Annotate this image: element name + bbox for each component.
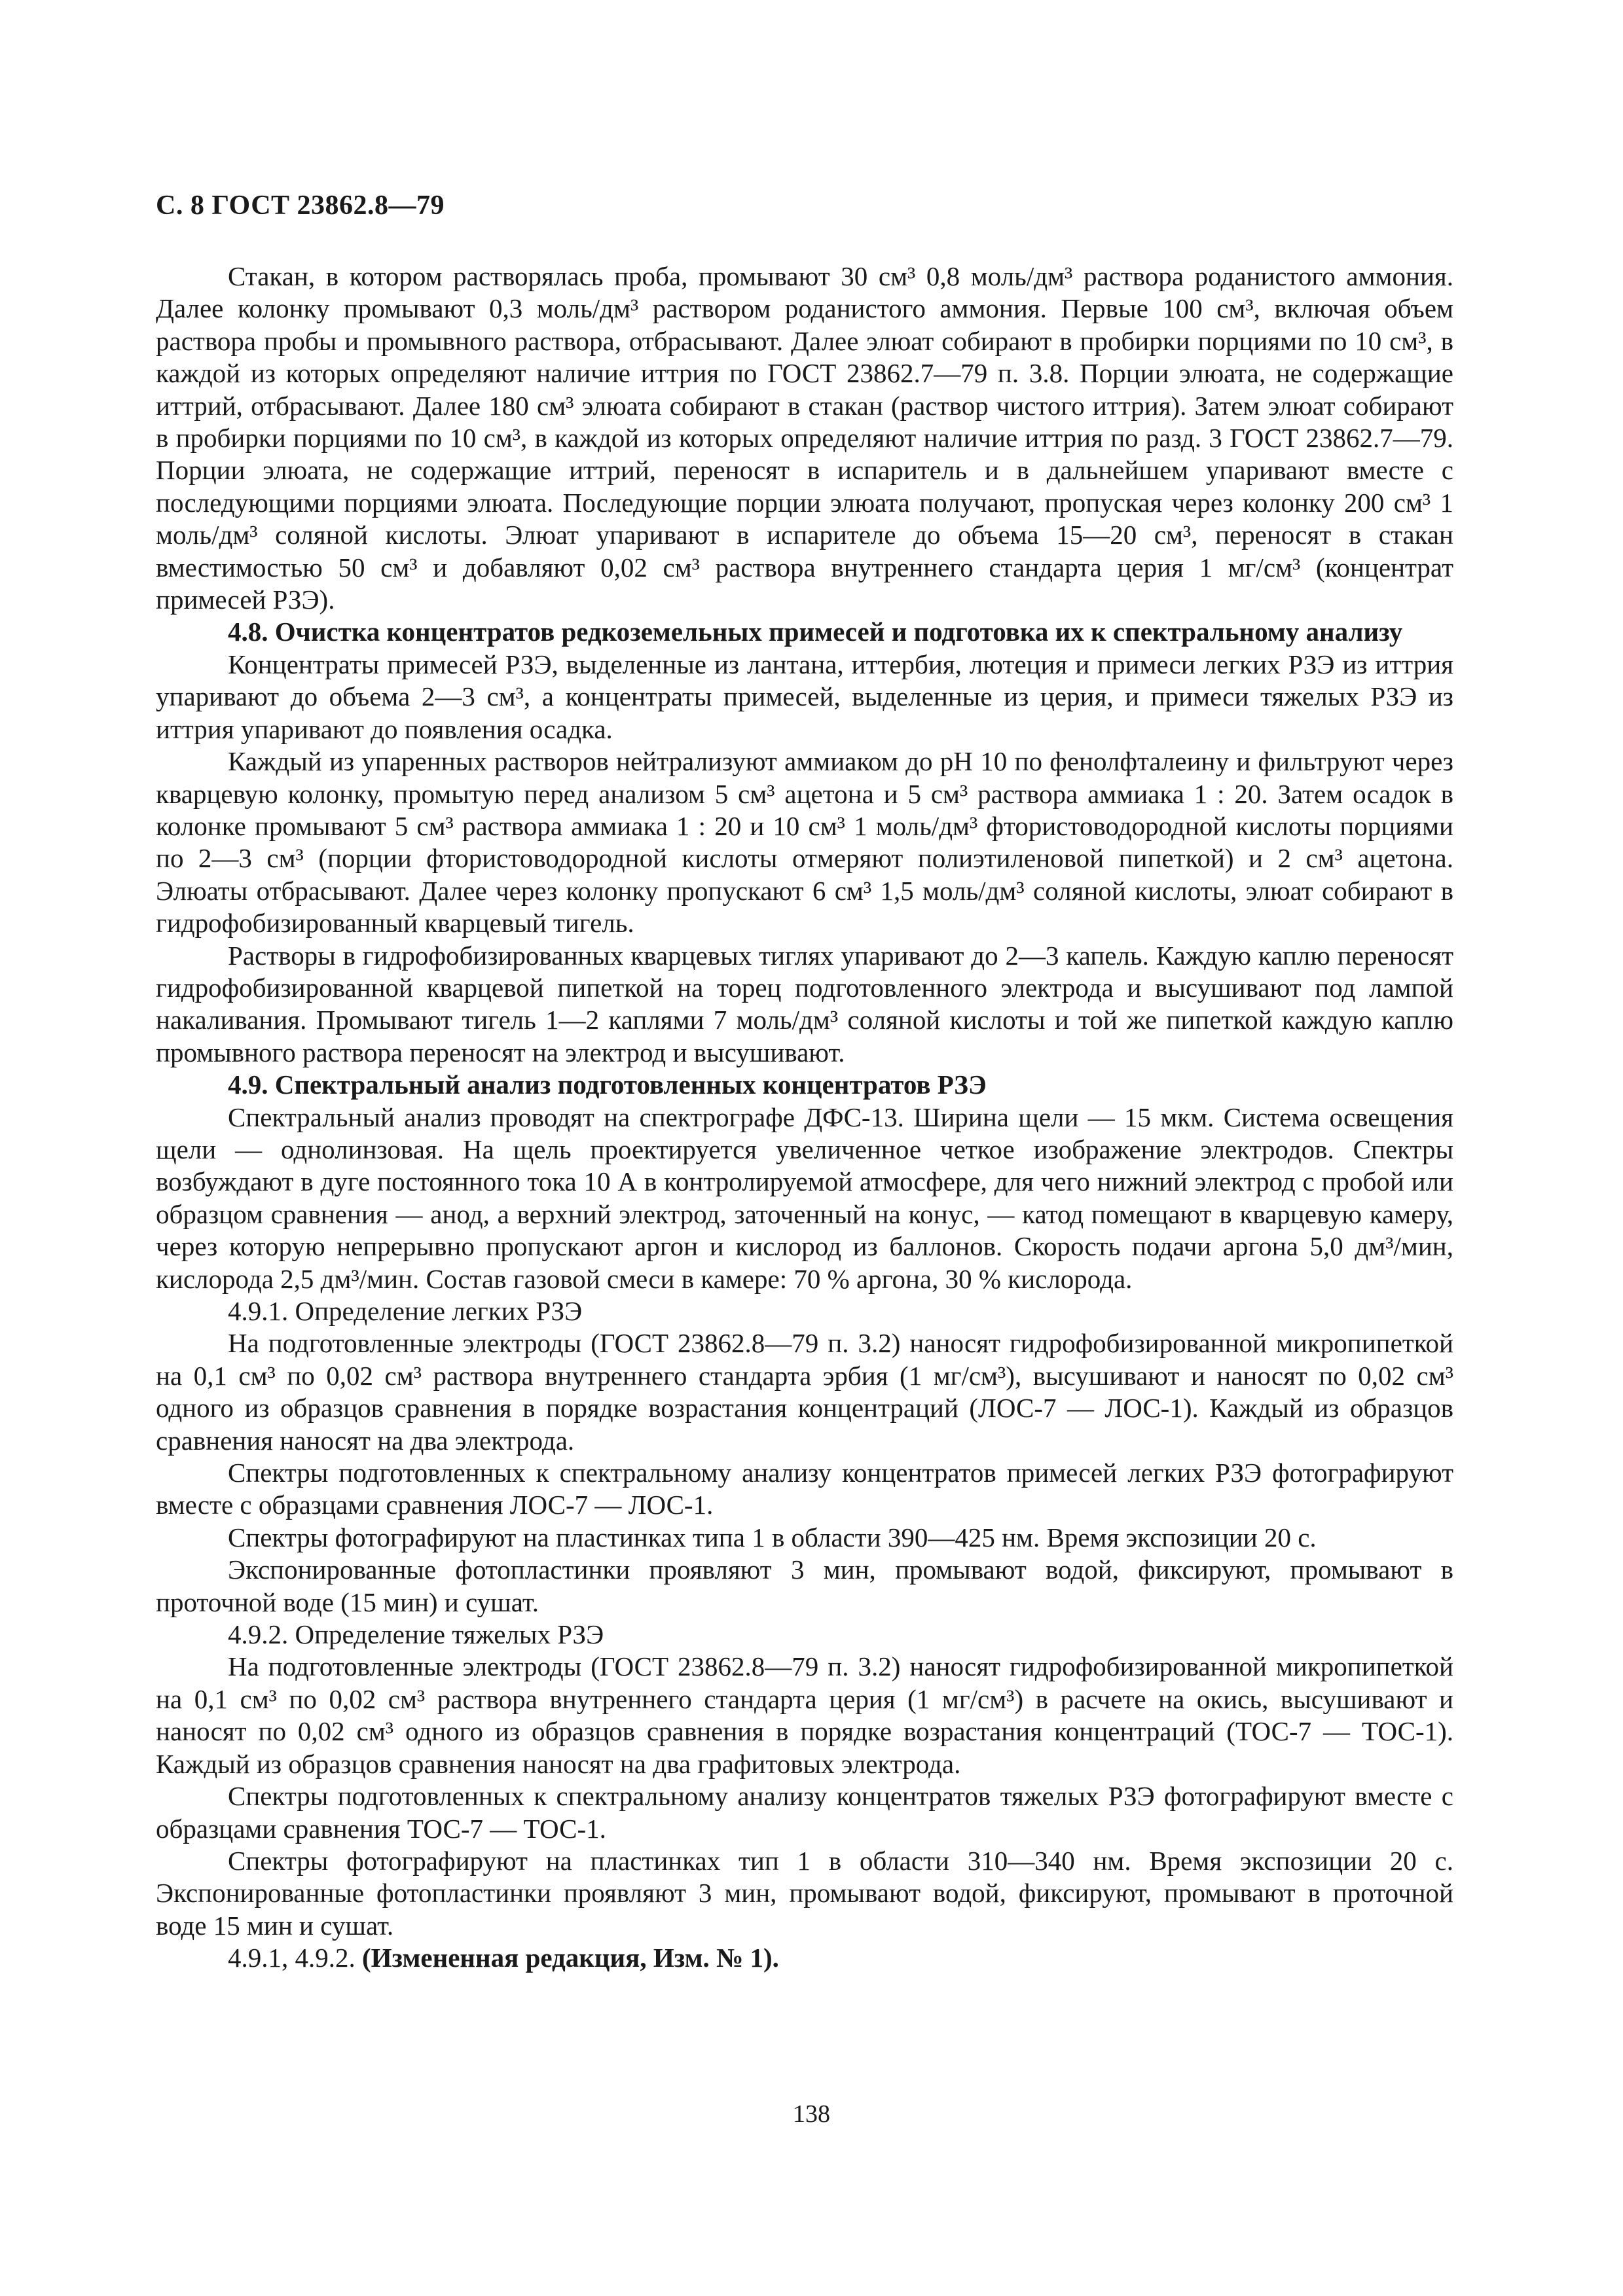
page-header: С. 8 ГОСТ 23862.8—79	[156, 190, 445, 221]
subsection-heading-4-9-2: 4.9.2. Определение тяжелых РЗЭ	[228, 1619, 604, 1650]
paragraph: Спектральный анализ проводят на спектрографе ДФС-13. Ширина щели — 15 мкм. Система освещения щели — однолинзовая. На щель проектируется увеличенное четкое изображение электродов. Спектры возбуждают в дуге постоянного тока 10 А в контролируемой атмосфере, для чего нижний электрод с пробой или образцом сравнения — анод, а верхний электрод, заточенный на конус, — катод помещают в кварцевую камеру, через которую непрерывно пропускают аргон и кислород из баллонов. Скорость подачи аргона 5,0 дм³/мин, кислорода 2,5 дм³/мин. Состав газовой смеси в камере: 70 % аргона, 30 % кислорода.	[156, 1102, 1453, 1294]
paragraph: Стакан, в котором растворялась проба, промывают 30 см³ 0,8 моль/дм³ раствора роданистого аммония. Далее колонку промывают 0,3 моль/дм³ раствором роданистого аммония. Первые 100 см³, включая объем раствора пробы и промывного раствора, отбрасывают. Далее элюат собирают в пробирки порциями по 10 см³, в каждой из которых определяют наличие иттрия по ГОСТ 23862.7—79 п. 3.8. Порции элюата, не содержащие иттрий, отбрасывают. Далее 180 см³ элюата собирают в стакан (раствор чистого иттрия). Затем элюат собирают в пробирки порциями по 10 см³, в каждой из которых определяют наличие иттрия по разд. 3 ГОСТ 23862.7—79. Порции элюата, не содержащие иттрий, переносят в испаритель и в дальнейшем упаривают вместе с последующими порциями элюата. Последующие порции элюата получают, пропуская через колонку 200 см³ 1 моль/дм³ соляной кислоты. Элюат упаривают в испарителе до объема 15—20 см³, переносят в стакан вместимостью 50 см³ и добавляют 0,02 см³ раствора внутреннего стандарта церия 1 мг/см³ (концентрат примесей РЗЭ).	[156, 261, 1453, 615]
amendment-label: (Измененная редакция, Изм. № 1).	[362, 1943, 779, 1973]
paragraph: На подготовленные электроды (ГОСТ 23862.8—79 п. 3.2) наносят гидрофобизированной микропипеткой на 0,1 см³ по 0,02 см³ раствора внутреннего стандарта церия (1 мг/см³) в расчете на окись, высушивают и наносят по 0,02 см³ одного из образцов сравнения в порядке возрастания концентраций (ТОС-7 — ТОС-1). Каждый из образцов сравнения наносят на два графитовых электрода.	[156, 1651, 1453, 1779]
amendment-ref: 4.9.1, 4.9.2.	[228, 1943, 362, 1973]
paragraph: Концентраты примесей РЗЭ, выделенные из лантана, иттербия, лютеция и примеси легких РЗЭ из иттрия упаривают до объема 2—3 см³, а концентраты примесей, выделенные из церия, и примеси тяжелых РЗЭ из иттрия упаривают до появления осадка.	[156, 649, 1453, 744]
document-body	[156, 260, 1453, 1975]
paragraph: Спектры фотографируют на пластинках тип 1 в области 310—340 нм. Время экспозиции 20 с. Экспонированные фотопластинки проявляют 3 мин, промывают водой, фиксируют, промывают в проточной воде 15 мин и сушат.	[156, 1845, 1453, 1941]
paragraph: Спектры подготовленных к спектральному анализу концентратов тяжелых РЗЭ фотографируют вместе с образцами сравнения ТОС-7 — ТОС-1.	[156, 1781, 1453, 1844]
paragraph: Растворы в гидрофобизированных кварцевых тиглях упаривают до 2—3 капель. Каждую каплю переносят гидрофобизированной кварцевой пипеткой на торец подготовленного электрода и высушивают под лампой накаливания. Промывают тигель 1—2 каплями 7 моль/дм³ соляной кислоты и той же пипеткой каждую каплю промывного раствора переносят на электрод и высушивают.	[156, 940, 1453, 1067]
paragraph: Каждый из упаренных растворов нейтрализуют аммиаком до pH 10 по фенолфталеину и фильтруют через кварцевую колонку, промытую перед анализом 5 см³ ацетона и 5 см³ раствора аммиака 1 : 20. Затем осадок в колонке промывают 5 см³ раствора аммиака 1 : 20 и 10 см³ 1 моль/дм³ фтористоводородной кислоты порциями по 2—3 см³ (порции фтористоводородной кислоты отмеряют полиэтиленовой пипеткой) и 2 см³ ацетона. Элюаты отбрасывают. Далее через колонку пропускают 6 см³ 1,5 моль/дм³ соляной кислоты, элюат собирают в гидрофобизированный кварцевый тигель.	[156, 746, 1453, 939]
subsection-heading-4-9-1: 4.9.1. Определение легких РЗЭ	[228, 1296, 583, 1326]
paragraph: Спектры фотографируют на пластинках типа 1 в области 390—425 нм. Время экспозиции 20 с.	[228, 1522, 1317, 1552]
section-heading-4-8: 4.8. Очистка концентратов редкоземельных примесей и подготовка их к спектральному анализу	[228, 617, 1403, 647]
page-number: 138	[793, 2100, 830, 2128]
paragraph: На подготовленные электроды (ГОСТ 23862.8—79 п. 3.2) наносят гидрофобизированной микропипеткой на 0,1 см³ по 0,02 см³ раствора внутреннего стандарта эрбия (1 мг/см³), высушивают и наносят по 0,02 см³ одного из образцов сравнения в порядке возрастания концентраций (ЛОС-7 — ЛОС-1). Каждый из образцов сравнения наносят на два электрода.	[156, 1328, 1453, 1456]
paragraph: Экспонированные фотопластинки проявляют 3 мин, промывают водой, фиксируют, промывают в проточной воде (15 мин) и сушат.	[156, 1554, 1453, 1617]
section-heading-4-9: 4.9. Спектральный анализ подготовленных концентратов РЗЭ	[228, 1069, 987, 1100]
amendment-note	[156, 1942, 1453, 1974]
paragraph: Спектры подготовленных к спектральному анализу концентратов примесей легких РЗЭ фотографируют вместе с образцами сравнения ЛОС-7 — ЛОС-1.	[156, 1458, 1453, 1520]
